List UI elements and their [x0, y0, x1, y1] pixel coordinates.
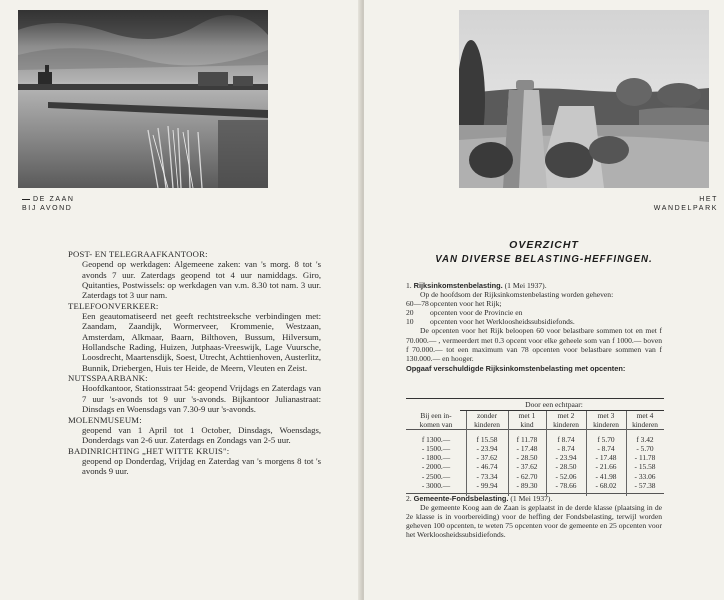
table-header-cell: met 3 kinderen: [593, 411, 619, 430]
section-2-number: 2.: [406, 494, 412, 503]
section-2-text: [406, 494, 662, 539]
photo-caption-wandelpark: HET WANDELPARK: [653, 196, 718, 212]
photo-wandelpark: [459, 10, 709, 188]
opcenten-item: 10 opcenten voor het Werkloosheidssubsidiefonds.: [406, 317, 575, 327]
section-body-nutsspaarbank: Hoofdkantoor, Stationsstraat 54: geopend Vrijdags en Zaterdags van 7 uur 's-avonds tot 9 uur 's-avonds. Bijkantoor Julianastraat: Dinsdags en Woensdags van 7.30-9 uur 's-avonds.: [82, 383, 321, 415]
section-2-heading: Gemeente-Fondsbelasting.: [413, 494, 509, 503]
opcenten-item: 60—78 opcenten voor het Rijk;: [406, 299, 502, 309]
table-column-divider: [586, 411, 587, 496]
table-row: - 3000.— - 99.94 - 89.30 - 78.66 - 68.02 - 57.38: [421, 480, 656, 490]
table-header-cell: met 1 kind: [518, 411, 536, 430]
table-header-cell: met 4 kinderen: [632, 411, 658, 430]
table-header-cell: met 2 kinderen: [553, 411, 579, 430]
section-1-number: 1.: [406, 281, 412, 290]
title-overzicht: OVERZICHT: [509, 239, 579, 251]
section-2-date: (1 Mei 1937).: [510, 494, 553, 503]
section-1-date: (1 Mei 1937).: [504, 281, 547, 290]
right-page: [364, 0, 724, 600]
table-header-cell: Bij een in- komen van: [419, 411, 453, 430]
table-column-divider: [466, 411, 467, 496]
section-body-badinrichting: geopend op Donderdag, Vrijdag en Zaterdag van 's morgens 8 tot 's avonds 9 uur.: [82, 455, 321, 477]
table-header-cell: zonder kinderen: [474, 411, 500, 430]
table-row: - 1800.— - 37.62 - 28.50 - 23.94 - 17.48 - 11.78: [421, 453, 656, 463]
section-body-post: Geopend op werkdagen: Algemeene zaken: van 's morg. 8 tot 's avonds 7 uur. Zaterdags geopend tot 4 uur namiddags. Giro, Quitanties, Postwissels: op werkdagen van v.m. 8.30 tot nam. 3 uur. Zaterdags tot 3 uur nam.: [82, 259, 321, 301]
park-photo-image: [459, 10, 709, 188]
table-rule-top: [406, 398, 664, 399]
table-span-heading: Door een echtpaar:: [525, 400, 583, 409]
section-heading-telefoon: TELEFOONVERKEER:: [68, 300, 159, 311]
section-heading-badinrichting: BADINRICHTING „HET WITTE KRUIS":: [68, 445, 230, 456]
opcenten-item: 20 opcenten voor de Provincie en: [406, 308, 523, 318]
section-body-molenmuseum: geopend van 1 April tot 1 October, Dinsdags, Woensdags, Donderdags van 2-6 uur. Zaterdags en Zondags van 2-5 uur.: [82, 424, 321, 446]
section-1-intro: Op de hoofdsom der Rijksinkomstenbelasting worden geheven:: [420, 290, 614, 300]
section-1-paragraph: De opcenten voor het Rijk beloopen 60 voor belastbare sommen tot en met f 70.000.— , vermeerdert met 0.3 opcent voor elke geheele som van f 1000.— boven f 70.000.— tot een maximum van 78 opcenten voor belastbare sommen van f 130.000.— en hooger.: [406, 326, 662, 363]
photo-de-zaan: [18, 10, 268, 188]
section-heading-nutsspaarbank: NUTSSPAARBANK:: [68, 373, 148, 384]
section-heading-molenmuseum: MOLENMUSEUM:: [68, 414, 142, 425]
table-row: - 2000.— - 46.74 - 37.62 - 28.50 - 21.66 - 15.58: [421, 462, 656, 472]
table-row: - 1500.— - 23.94 - 17.48 - 8.74 - 8.74 - 5.70: [421, 444, 654, 454]
section-1-text: [406, 281, 662, 373]
table-row: - 2500.— - 73.34 - 62.70 - 52.06 - 41.98 - 33.06: [421, 471, 656, 481]
table-row: f 1300.— f 15.58 f 11.78 f 8.74 f 5.70 f 3.42: [421, 435, 654, 445]
table-column-divider: [508, 411, 509, 496]
table-column-divider: [546, 411, 547, 496]
photo-caption-de-zaan: DE ZAAN BIJ AVOND: [22, 196, 75, 212]
section-2-paragraph: De gemeente Koog aan de Zaan is geplaatst in de derde klasse (plaatsing in de 2e klasse is in voorbereiding) voor de heffing der Fondsbelasting, terwijl worden geheven 100 opcenten, te weten 75 opcenten voor de gemeente en 25 opcenten voor het Werkloosheidssubsidiefonds.: [406, 503, 662, 540]
section-1-heading: Rijksinkomstenbelasting.: [413, 281, 503, 290]
table-title: Opgaaf verschuldigde Rijksinkomstenbelasting met opcenten:: [406, 363, 626, 373]
title-belasting-heffingen: VAN DIVERSE BELASTING-HEFFINGEN.: [435, 254, 653, 265]
section-body-telefoon: Een geautomatiseerd net geeft rechtstreeksche verbindingen met: Zaandam, Zaandijk, Wormerveer, Krommenie, Westzaan, Amsterdam, Alkmaar, Baarn, Bilthoven, Bussum, Hilversum, Hollandsche Rading, Huizen, Jutphaas-Vreeswijk, Lage Vuursche, Loosdrecht, Maartensdijk, Soest, Utrecht, Achttienhoven, Austerlitz, Bunnik, Driebergen, Huis ter Heide, de Meern, Vleuten en Zeist.: [82, 311, 321, 373]
section-heading-post: POST- EN TELEGRAAFKANTOOR:: [68, 249, 208, 259]
river-photo-image: [18, 10, 268, 188]
table-column-divider: [626, 411, 627, 496]
left-text-column: [68, 249, 321, 477]
